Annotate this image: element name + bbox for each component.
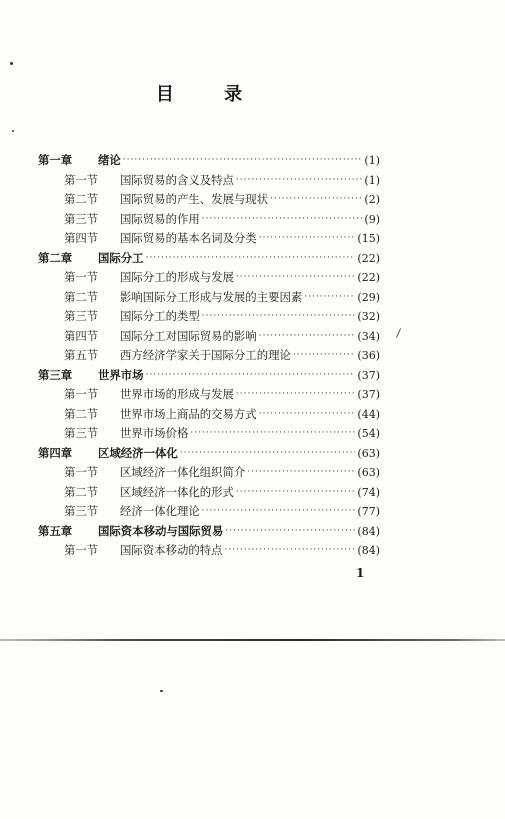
toc-entry-page: (2): [364, 193, 380, 207]
toc-section-row: [38, 424, 380, 444]
toc-dot-leader: [236, 390, 355, 399]
toc-dot-leader: [293, 351, 356, 360]
toc-entry-title: 国际贸易的含义及特点: [120, 172, 234, 187]
toc-entry-page: (37): [357, 388, 380, 402]
toc-dot-leader: [225, 546, 356, 555]
toc-entry-page: (1): [364, 173, 380, 187]
toc-entry-label: 第三节: [64, 309, 99, 324]
toc-chapter-row: [38, 366, 380, 386]
toc-entry-page: (22): [357, 251, 380, 265]
toc-entry-label: 第一节: [64, 465, 99, 480]
toc-entry-title: 国际贸易的产生、发展与现状: [120, 192, 269, 207]
toc-entry-page: (1): [364, 154, 380, 168]
toc-entry-page: (29): [357, 290, 380, 304]
toc-entry-label: 第三节: [64, 504, 99, 519]
page-number: 1: [356, 566, 365, 580]
toc-entry-page: (54): [357, 427, 380, 441]
toc-section-row: [38, 327, 380, 347]
toc-entry-page: (84): [357, 524, 380, 538]
toc-entry-title: 区域经济一体化的形式: [120, 484, 234, 499]
toc-entry-title: 世界市场上商品的交易方式: [120, 406, 257, 421]
toc-section-row: [38, 405, 380, 425]
toc-chapter-row: [38, 522, 380, 542]
toc-entry-title: 国际贸易的作用: [120, 211, 200, 226]
scan-speck: [12, 130, 14, 132]
toc-section-row: [38, 210, 380, 230]
scan-speck: [10, 62, 13, 65]
scan-speck: [160, 690, 163, 692]
toc-dot-leader: [236, 176, 362, 185]
toc-entry-title: 国际分工的类型: [120, 309, 200, 324]
toc-dot-leader: [202, 507, 356, 516]
toc-entry-page: (32): [357, 310, 380, 324]
toc-section-row: [38, 229, 380, 249]
table-of-contents: [38, 151, 380, 561]
toc-dot-leader: [304, 293, 355, 302]
toc-entry-page: (36): [357, 349, 380, 363]
toc-entry-page: (63): [357, 466, 380, 480]
toc-dot-leader: [236, 273, 355, 282]
toc-entry-label: 第二节: [64, 289, 99, 304]
toc-entry-label: 第五节: [64, 348, 99, 363]
toc-section-row: [38, 307, 380, 327]
toc-dot-leader: [202, 312, 356, 321]
toc-dot-leader: [123, 156, 363, 165]
toc-entry-title: 国际分工对国际贸易的影响: [120, 328, 257, 343]
toc-entry-page: (77): [357, 505, 380, 519]
toc-entry-title: 国际分工的形成与发展: [120, 270, 234, 285]
toc-entry-label: 第一节: [64, 387, 99, 402]
toc-entry-label: 第四节: [64, 328, 99, 343]
toc-entry-title: 经济一体化理论: [120, 504, 200, 519]
toc-section-row: [38, 541, 380, 561]
toc-section-row: [38, 190, 380, 210]
toc-entry-page: (74): [357, 485, 380, 499]
toc-dot-leader: [146, 254, 356, 263]
toc-chapter-row: [38, 444, 380, 464]
scan-fold-line: [0, 639, 505, 641]
toc-entry-page: (37): [357, 368, 380, 382]
toc-dot-leader: [236, 488, 355, 497]
toc-entry-page: (9): [364, 212, 380, 226]
toc-entry-label: 第四节: [64, 231, 99, 246]
toc-entry-label: 第二章: [38, 250, 73, 265]
toc-dot-leader: [190, 429, 355, 438]
toc-entry-page: (34): [357, 329, 380, 343]
toc-entry-page: (44): [357, 407, 380, 421]
toc-entry-title: 区域经济一体化组织简介: [120, 465, 246, 480]
toc-entry-title: 国际资本移动的特点: [120, 543, 223, 558]
toc-section-row: [38, 288, 380, 308]
toc-dot-leader: [146, 371, 356, 380]
toc-entry-page: (22): [357, 271, 380, 285]
toc-dot-leader: [202, 215, 363, 224]
toc-entry-label: 第二节: [64, 406, 99, 421]
toc-section-row: [38, 171, 380, 191]
toc-dot-leader: [259, 234, 356, 243]
toc-entry-label: 第一节: [64, 543, 99, 558]
toc-entry-label: 第三节: [64, 426, 99, 441]
toc-chapter-row: [38, 151, 380, 171]
toc-dot-leader: [270, 195, 362, 204]
toc-entry-title: 区域经济一体化: [98, 445, 178, 460]
toc-entry-page: (63): [357, 446, 380, 460]
toc-entry-title: 影响国际分工形成与发展的主要因素: [120, 289, 303, 304]
toc-entry-label: 第一节: [64, 172, 99, 187]
toc-dot-leader: [259, 410, 356, 419]
toc-entry-title: 国际分工: [98, 250, 144, 265]
toc-dot-leader: [259, 332, 356, 341]
toc-entry-page: (15): [357, 232, 380, 246]
toc-section-row: [38, 483, 380, 503]
toc-entry-label: 第三节: [64, 211, 99, 226]
toc-entry-title: 世界市场: [98, 367, 144, 382]
toc-entry-label: 第二节: [64, 484, 99, 499]
toc-chapter-row: [38, 249, 380, 269]
toc-entry-label: 第一章: [38, 153, 73, 168]
toc-section-row: [38, 346, 380, 366]
toc-entry-label: 第四章: [38, 445, 73, 460]
toc-entry-label: 第一节: [64, 270, 99, 285]
toc-dot-leader: [247, 468, 355, 477]
toc-entry-label: 第三章: [38, 367, 73, 382]
toc-section-row: [38, 502, 380, 522]
toc-dot-leader: [225, 527, 355, 536]
toc-section-row: [38, 385, 380, 405]
toc-entry-title: 国际贸易的基本名词及分类: [120, 231, 257, 246]
toc-entry-title: 绪论: [98, 153, 121, 168]
page-title: 目 录: [155, 84, 265, 105]
toc-entry-title: 西方经济学家关于国际分工的理论: [120, 348, 291, 363]
toc-entry-title: 世界市场价格: [120, 426, 189, 441]
toc-dot-leader: [180, 449, 356, 458]
toc-entry-title: 国际资本移动与国际贸易: [98, 523, 224, 538]
toc-entry-title: 世界市场的形成与发展: [120, 387, 234, 402]
toc-entry-label: 第二节: [64, 192, 99, 207]
toc-entry-label: 第五章: [38, 523, 73, 538]
toc-section-row: [38, 268, 380, 288]
toc-entry-page: (84): [357, 544, 380, 558]
scan-stroke-mark: [396, 328, 401, 337]
toc-section-row: [38, 463, 380, 483]
